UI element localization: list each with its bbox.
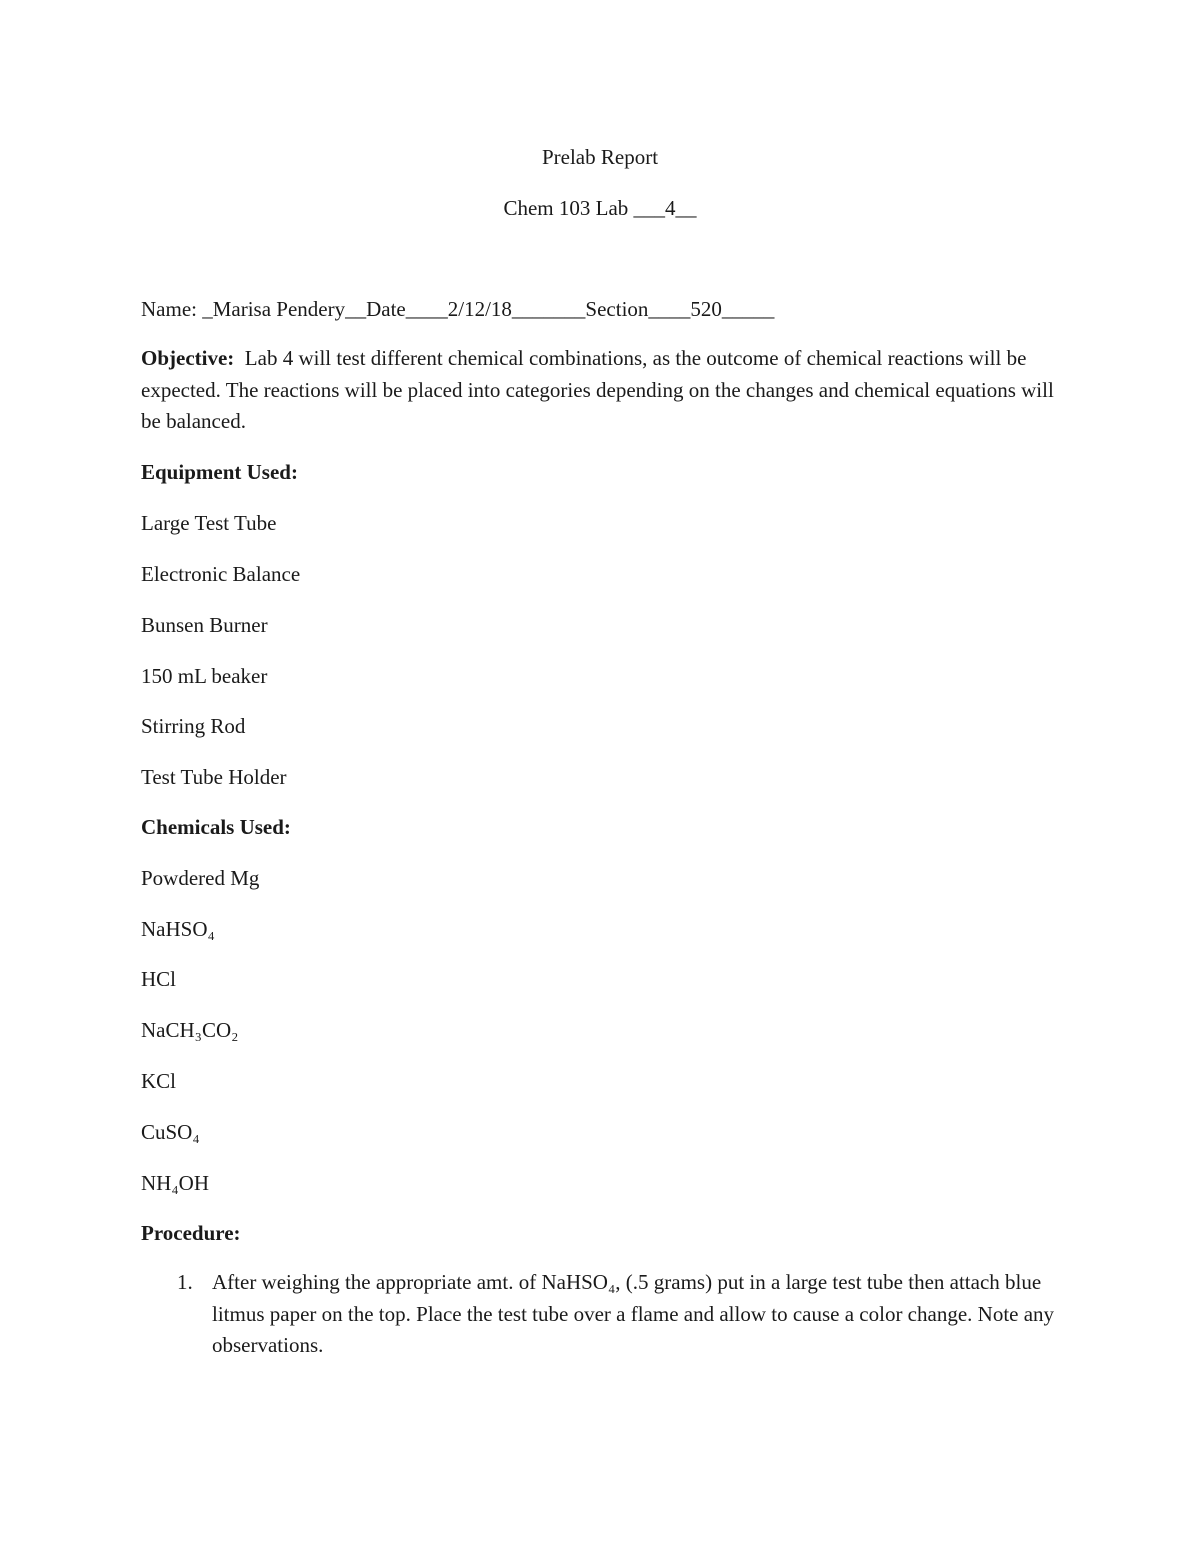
equipment-heading: Equipment Used:: [141, 460, 298, 484]
objective-text: Lab 4 will test different chemical combinations, as the outcome of chemical reactions will be expected. The reactions will be placed into categories depending on the changes and chemical equations will be balanced.: [141, 346, 1054, 433]
equipment-item: Large Test Tube: [141, 511, 277, 535]
procedure-step-text: After weighing the appropriate amt. of NaHSO₄, (.5 grams) put in a large test tube then attach blue litmus paper on the top. Place the test tube over a flame and allow to cause a color change. Note any observations.: [212, 1270, 1055, 1357]
chemical-item: KCl: [141, 1069, 177, 1093]
objective-label: Objective:: [141, 346, 235, 370]
equipment-item: Bunsen Burner: [141, 613, 268, 637]
equipment-item: 150 mL beaker: [141, 664, 268, 688]
equipment-item: Electronic Balance: [141, 562, 301, 586]
procedure-step-number: 1.: [177, 1270, 193, 1294]
chemical-item: NaHSO₄: [141, 917, 215, 941]
course-line: Chem 103 Lab ___4__: [503, 196, 697, 220]
chemical-item: Powdered Mg: [141, 866, 260, 890]
report-title: Prelab Report: [541, 145, 659, 169]
student-info-line: Name: _Marisa Pendery__Date____2/12/18_______Section____520_____: [141, 297, 775, 321]
equipment-item: Stirring Rod: [141, 714, 246, 738]
chemical-item: HCl: [141, 967, 177, 991]
chemical-item: CuSO₄: [141, 1120, 200, 1144]
chemical-item: NaCH₃CO₂: [141, 1018, 239, 1042]
objective-paragraph: [141, 343, 1071, 438]
procedure-heading: Procedure:: [141, 1221, 241, 1245]
equipment-item: Test Tube Holder: [141, 765, 287, 789]
chemicals-heading: Chemicals Used:: [141, 815, 291, 839]
chemical-item: NH₄OH: [141, 1171, 209, 1195]
